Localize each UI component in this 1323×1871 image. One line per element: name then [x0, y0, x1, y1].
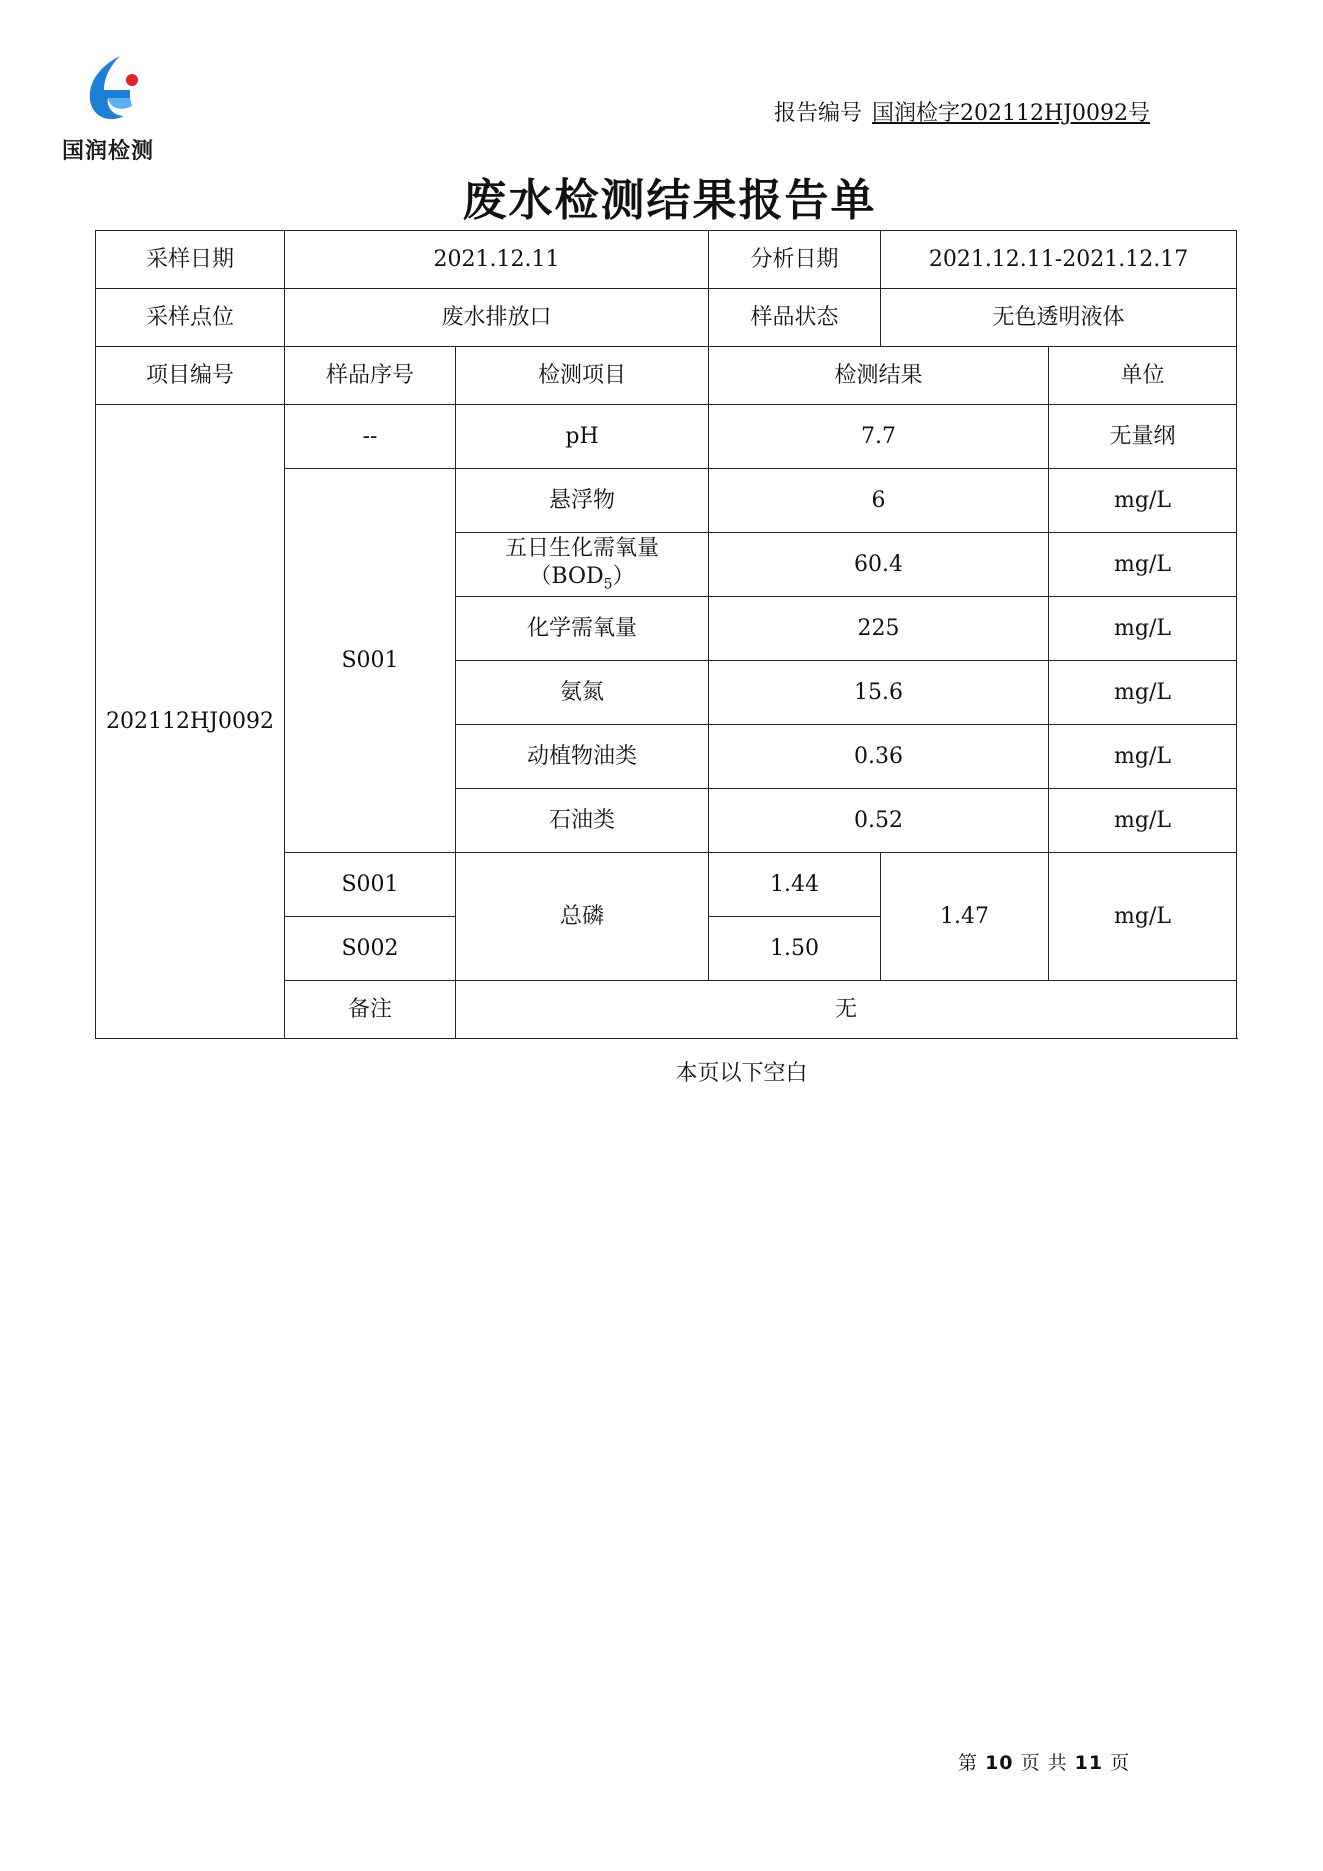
- report-no-value: 国润检字202112HJ0092号: [872, 101, 1150, 126]
- item-result: 0.36: [709, 725, 1049, 789]
- report-number: [774, 96, 1150, 127]
- info-row-dates: [96, 231, 1237, 289]
- sample-state-label: 样品状态: [709, 289, 881, 347]
- header-row: [96, 347, 1237, 405]
- bod-text: （BOD: [529, 563, 604, 589]
- item-result: 225: [709, 597, 1049, 661]
- item-name: 动植物油类: [456, 725, 709, 789]
- sampling-date-value: 2021.12.11: [285, 231, 709, 289]
- sampling-point-value: 废水排放口: [285, 289, 709, 347]
- col-item: 检测项目: [456, 347, 709, 405]
- report-no-label: 报告编号: [774, 101, 863, 126]
- item-unit: mg/L: [1049, 597, 1237, 661]
- table-row: [96, 405, 1237, 469]
- analysis-date-label: 分析日期: [709, 231, 881, 289]
- tp-item: 总磷: [456, 853, 709, 981]
- page-footer: [958, 1748, 1130, 1775]
- company-name: 国润检测: [62, 139, 155, 164]
- item-name: 化学需氧量: [456, 597, 709, 661]
- item-unit: mg/L: [1049, 725, 1237, 789]
- item-name: 石油类: [456, 789, 709, 853]
- ph-result: 7.7: [709, 405, 1049, 469]
- s001-sample: S001: [285, 469, 456, 853]
- tp-value-2: 1.50: [709, 917, 881, 981]
- bod-line1: 五日生化需氧量: [504, 536, 659, 562]
- blank-note: 本页以下空白: [675, 1061, 808, 1086]
- logo-mark-icon: [80, 52, 150, 132]
- remarks-value: 无: [456, 981, 1237, 1039]
- company-logo: [62, 52, 172, 167]
- col-unit: 单位: [1049, 347, 1237, 405]
- tp-average: 1.47: [881, 853, 1049, 981]
- item-result: 0.52: [709, 789, 1049, 853]
- item-unit: mg/L: [1049, 469, 1237, 533]
- item-name: 氨氮: [456, 661, 709, 725]
- results-table: [95, 230, 1237, 1039]
- item-unit: mg/L: [1049, 533, 1237, 597]
- footer-pre: 第: [958, 1752, 979, 1774]
- page-title: 废水检测结果报告单: [462, 175, 877, 226]
- tp-value-1: 1.44: [709, 853, 881, 917]
- col-project-no: 项目编号: [96, 347, 285, 405]
- remarks-label: 备注: [285, 981, 456, 1039]
- tp-sample-1: S001: [285, 853, 456, 917]
- footer-post: 页: [1110, 1752, 1131, 1774]
- bod-close: ）: [612, 563, 635, 589]
- ph-item: pH: [456, 405, 709, 469]
- item-result: 15.6: [709, 661, 1049, 725]
- tp-sample-2: S002: [285, 917, 456, 981]
- bod-line2: [462, 563, 702, 594]
- project-no-value: 202112HJ0092: [96, 405, 285, 1039]
- bod-subscript: 5: [603, 576, 613, 593]
- info-row-point: [96, 289, 1237, 347]
- page-total: 11: [1074, 1752, 1104, 1774]
- sampling-date-label: 采样日期: [96, 231, 285, 289]
- ph-sample: --: [285, 405, 456, 469]
- sample-state-value: 无色透明液体: [881, 289, 1237, 347]
- item-unit: mg/L: [1049, 789, 1237, 853]
- item-name-bod: [456, 533, 709, 597]
- item-result: 6: [709, 469, 1049, 533]
- item-name: 悬浮物: [456, 469, 709, 533]
- item-unit: mg/L: [1049, 661, 1237, 725]
- footer-mid: 页 共: [1020, 1752, 1068, 1774]
- tp-unit: mg/L: [1049, 853, 1237, 981]
- analysis-date-value: 2021.12.11-2021.12.17: [881, 231, 1237, 289]
- item-result: 60.4: [709, 533, 1049, 597]
- col-sample-no: 样品序号: [285, 347, 456, 405]
- page-number: 10: [985, 1752, 1014, 1774]
- col-result: 检测结果: [709, 347, 1049, 405]
- sampling-point-label: 采样点位: [96, 289, 285, 347]
- ph-unit: 无量纲: [1049, 405, 1237, 469]
